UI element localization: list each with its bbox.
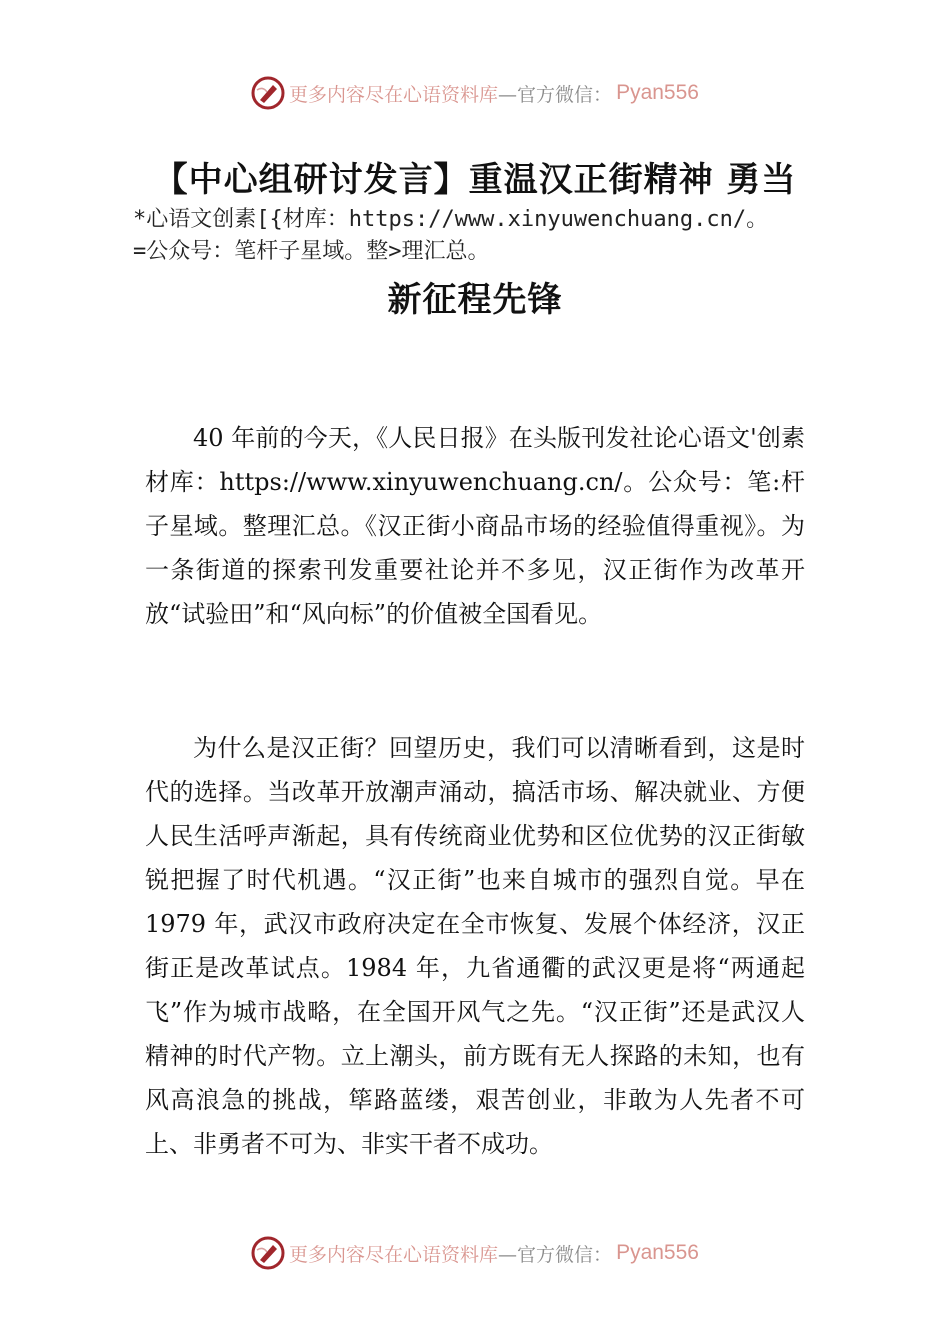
body-paragraph: 为什么是汉正街？回望历史，我们可以清晰看到，这是时代的选择。当改革开放潮声涌动，搞活市场、解决就业、方便人民生活呼声渐起，具有传统商业优势和区位优势的汉正街敏锐把握了时代机遇。“汉正街”也来自城市的强烈自觉。早在 1979 年，武汉市政府决定在全市恢复、发展个体经济，汉正街正是改革试点。1984 年，九省通衢的武汉更是将“两通起飞”作为城市战略，在全国开风气之先。“汉正街”还是武汉人精神的时代产物。立上潮头，前方既有无人探路的未知，也有风高浪急的挑战，筚路蓝缕，艰苦创业，非敢为人先者不可上、非勇者不可为、非实干者不成功。	[145, 734, 805, 1158]
banner-wechat-account: Pyan556	[616, 81, 699, 104]
banner-promo-text: 更多内容尽在心语资料库	[289, 1243, 499, 1266]
document-title-line2: 新征程先锋	[387, 280, 563, 320]
footer-watermark-banner	[0, 1233, 950, 1273]
document-title-line1: 【中心组研讨发言】重温汉正街精神 勇当	[153, 160, 797, 200]
watermark-line2: =公众号：笔杆子星域。整>理汇总。	[133, 239, 490, 264]
quill-pen-logo-icon	[251, 76, 285, 110]
banner-wechat-label: —官方微信：	[498, 83, 613, 106]
banner-wechat-label: —官方微信：	[498, 1243, 613, 1266]
body-paragraph: 40 年前的今天，《人民日报》在头版刊发社论心语文'创素材库：https://www.xinyuwenchuang.cn/。公众号：笔:杆子星域。整理汇总。《汉正街小商品市场的经验值得重视》。为一条街道的探索刊发重要社论并不多见，汉正街作为改革开放“试验田”和“风向标”的价值被全国看见。	[145, 424, 805, 628]
watermark-line1: *心语文创素[{材库：https://www.xinyuwenchuang.cn/。	[133, 207, 769, 232]
banner-promo-text: 更多内容尽在心语资料库	[289, 83, 499, 106]
banner-wechat-account: Pyan556	[616, 1241, 699, 1264]
header-watermark-banner	[0, 73, 950, 113]
quill-pen-logo-icon	[251, 1236, 285, 1270]
